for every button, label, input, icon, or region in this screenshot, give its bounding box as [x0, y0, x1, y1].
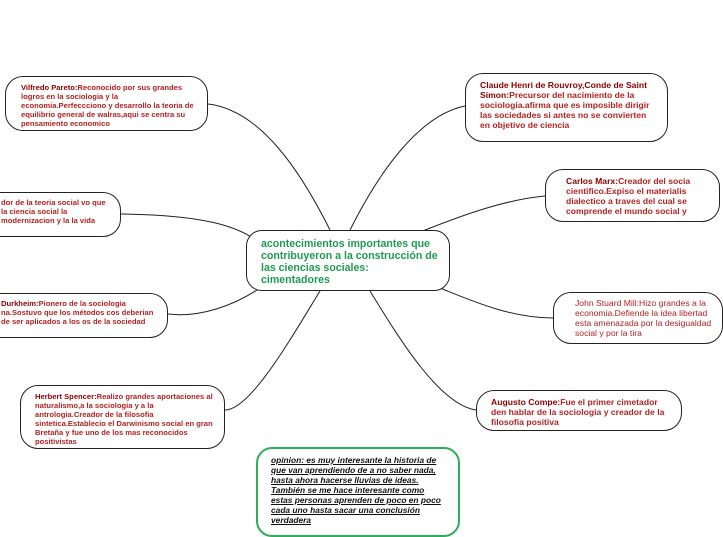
opinion-text: opinion: es muy interesante la historia de que van aprendiendo de a no saber nada, hasta ahora hacerse lluvias de ideas. También se me hace interesante como estas personas aprenden de poco en poco cada uno hasta sacar una conclusión verdadera	[271, 455, 441, 525]
node-durkheim[interactable]	[0, 293, 168, 338]
node-compe[interactable]	[476, 390, 682, 431]
node-pareto-name: Vilfredo Pareto:	[21, 83, 78, 92]
central-topic-text: acontecimientos importantes que contribuyeron a la construcción de las ciencias sociales: cimentadores	[261, 238, 438, 286]
central-topic[interactable]	[246, 230, 450, 291]
node-pareto[interactable]	[5, 76, 208, 131]
link-spencer	[225, 291, 320, 410]
link-saint-simon	[350, 106, 465, 230]
node-marx[interactable]	[545, 169, 720, 222]
link-pareto	[208, 104, 330, 230]
link-mill	[440, 288, 553, 318]
node-spencer[interactable]	[20, 385, 225, 449]
node-saint-simon-name: Claude Henri de Rouvroy,Conde de Saint Simon:	[480, 80, 647, 100]
node-pareto-text: Reconocido por sus grandes logros en la sociologia y la economia.Perfeccciono y desarrollo la teoria de equilibrio general de walras,aqui se centra su pensamiento economico	[21, 83, 194, 128]
node-saint-simon-text: Precursor del nacimiento de la sociologia.afirma que es imposible dirigir las sociedades si antes no se convierten en objetivo de ciencia	[480, 90, 650, 130]
node-compe-name: Augusto Compe:	[491, 397, 561, 407]
node-comte-text: dor de la teoria social vo que la ciencia social la modernizacion y la la vida	[1, 198, 106, 225]
node-marx-name: Carlos Marx:	[566, 176, 619, 186]
node-saint-simon[interactable]	[465, 73, 668, 142]
node-mill[interactable]	[553, 292, 723, 344]
link-compe	[370, 291, 476, 410]
link-comte	[121, 214, 262, 245]
node-spencer-text: Realizo grandes aportaciones al naturalismo,a la sociologia y a la antrologia.Creador de la filosofia sintetica.Establecio el Darwinismo social en gran Bretaña y fue uno de los mas reconocidos positivistas	[35, 392, 213, 446]
node-comte[interactable]	[0, 192, 121, 237]
node-durkheim-name: Durkheim:	[1, 299, 39, 308]
opinion-box[interactable]	[256, 447, 460, 537]
node-marx-text: Creador del socia cientifico.Expiso el materialis dialectico a traves del cual se comprende el mundo social y	[566, 176, 691, 216]
node-compe-text: Fue el primer cimetador den hablar de la sociologia y creador de la filosofia positiva	[491, 397, 665, 427]
node-mill-text: Hizo grandes a la economia.Defiende la idea libertad esta amenazada por la desigualdad social y por la tira	[575, 298, 712, 338]
node-mill-name: John Stuard Mill:	[575, 298, 640, 308]
link-durkheim	[168, 288, 260, 315]
node-durkheim-text: Pionero de la sociologia na.Sostuvo que los métodos cos deberian de ser aplicados a los os de la sociedad	[1, 299, 154, 326]
node-spencer-name: Herbert Spencer:	[35, 392, 97, 401]
